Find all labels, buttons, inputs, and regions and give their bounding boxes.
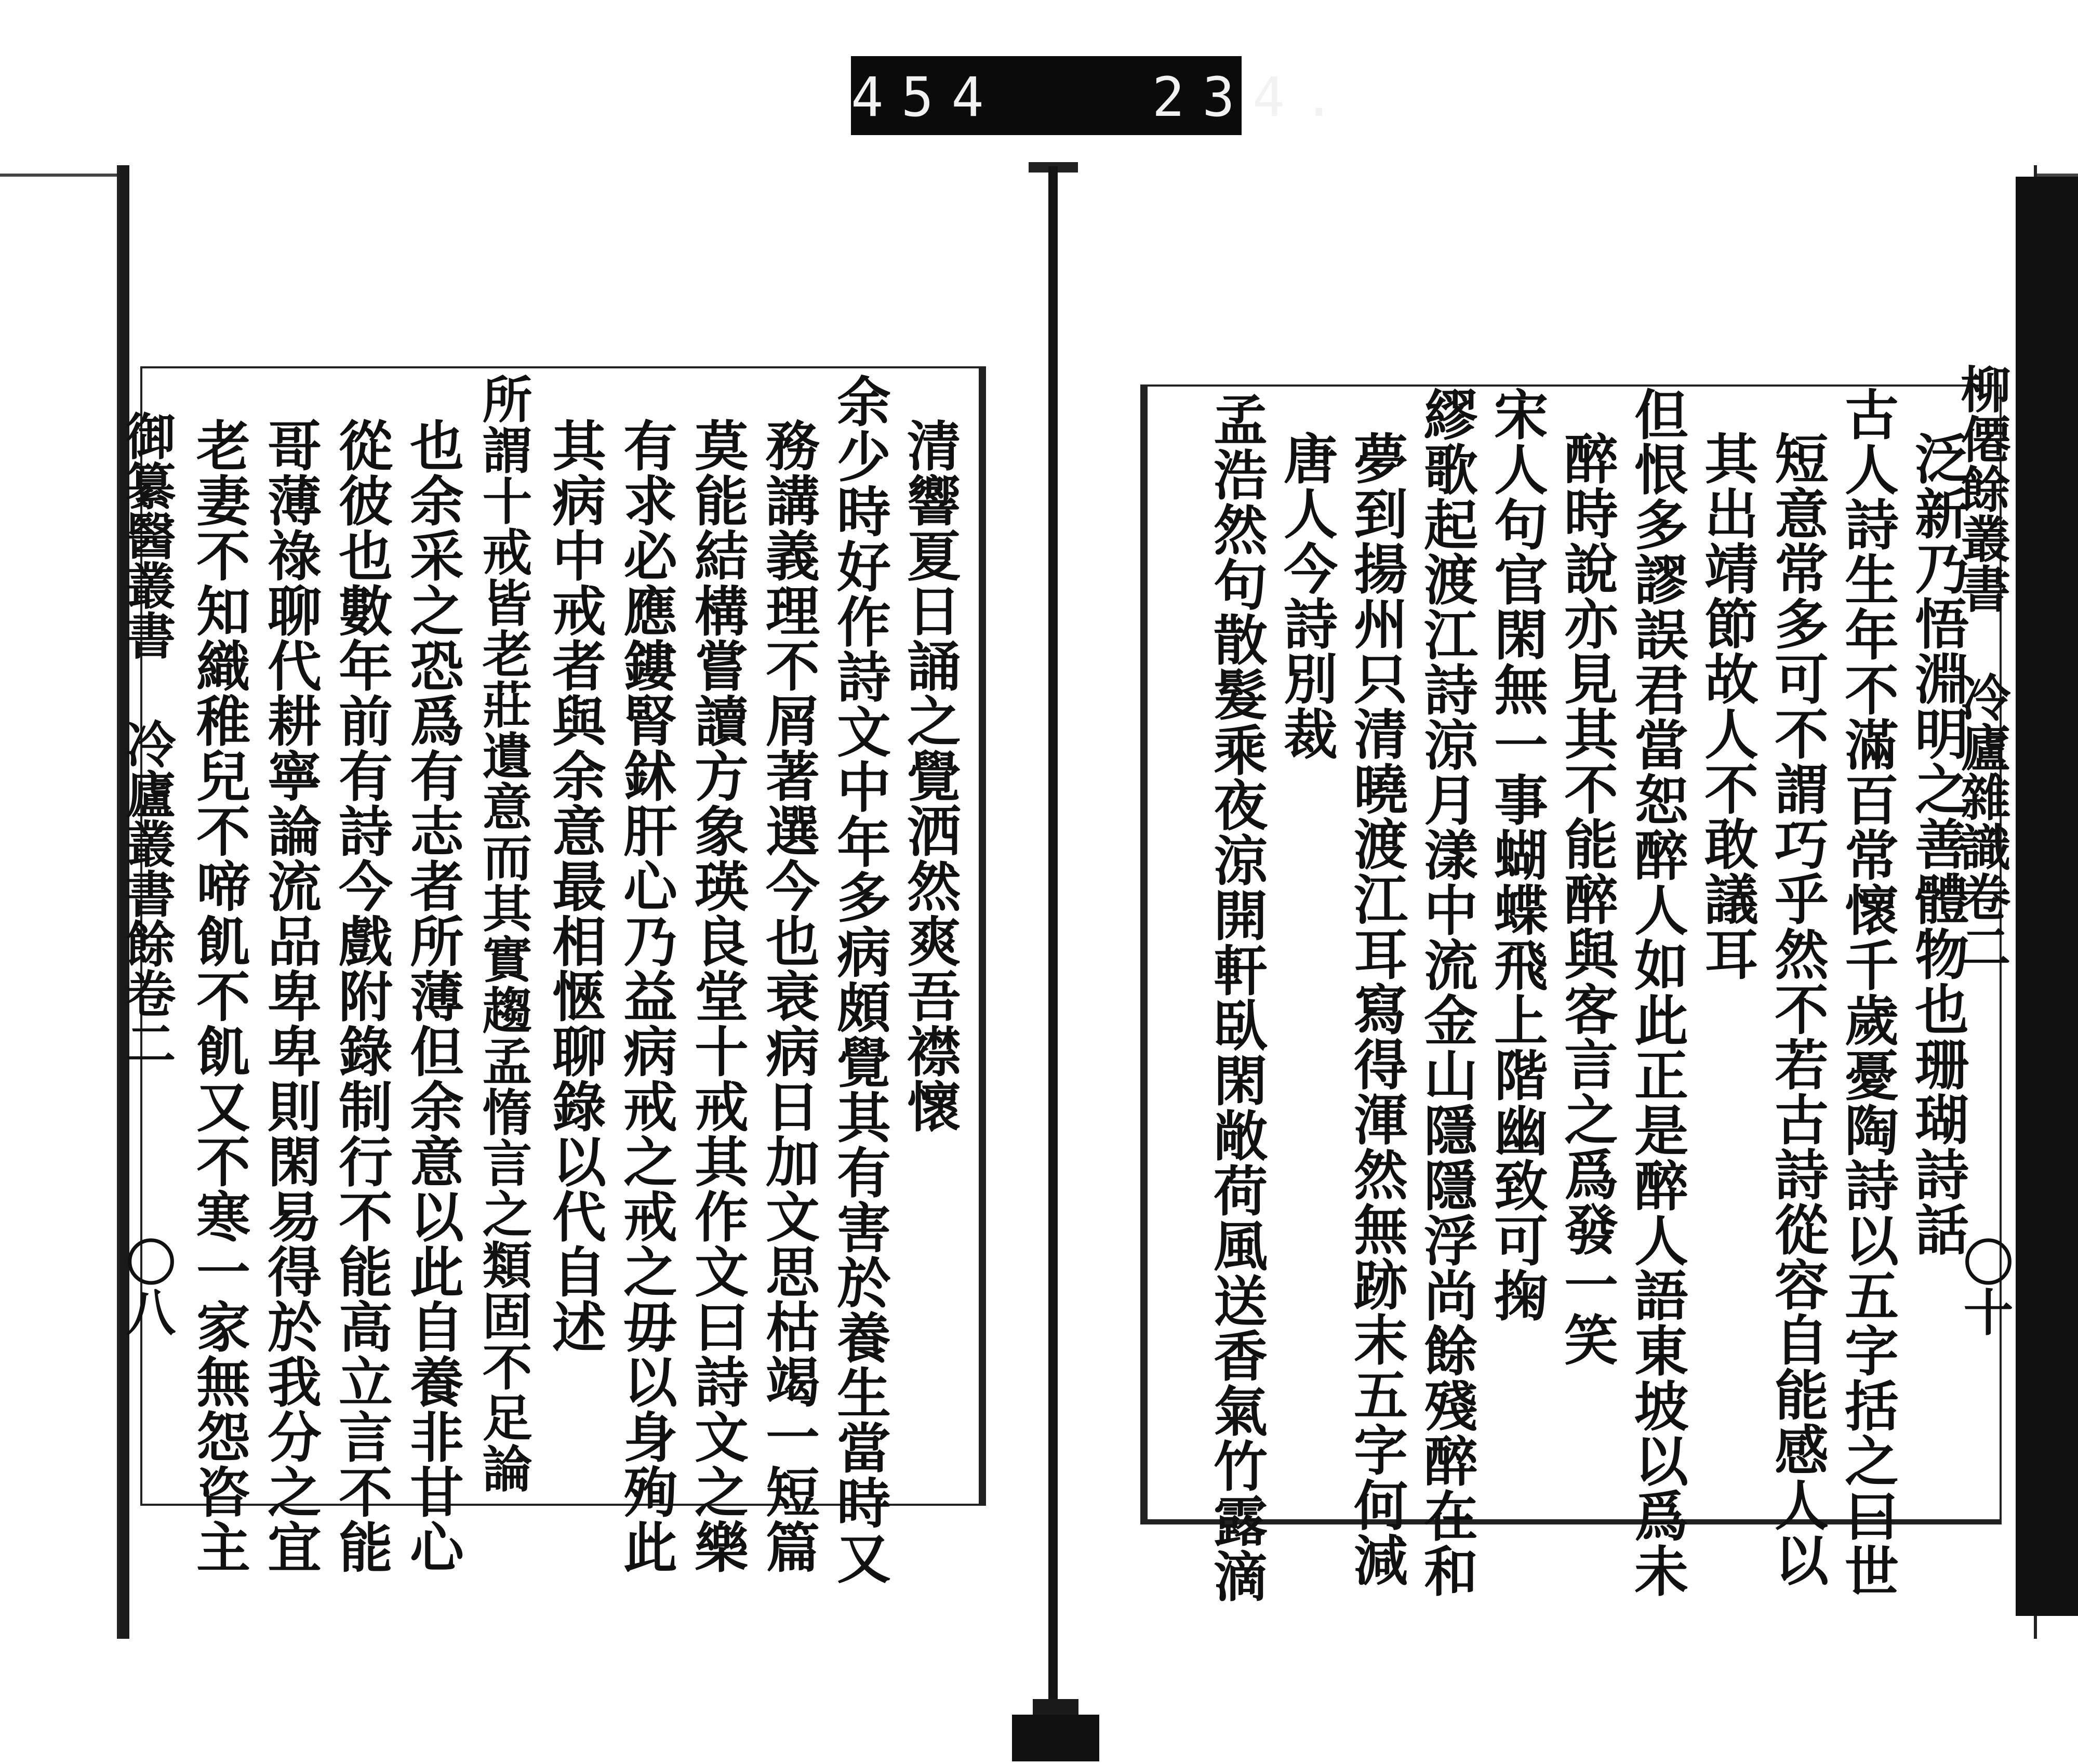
left-margin-title: 御纂醫叢書 冷廬叢書餘卷二 [118,410,177,1068]
right-column-3: 短意常多可不謂巧乎然不若古詩從容自能感人以 [1765,431,1829,1587]
left-column-3: 務講義理不屑著選今也衰病日加文思枯竭一短篇 [756,418,820,1574]
microfilm-frame-counter [851,56,1353,135]
left-folio: 〇八 [118,1237,177,1336]
left-column-7: 所謂十戒皆老莊遺意而其實趨孟惰言之類固不足論 [474,374,533,1494]
left-text-frame [140,366,986,1585]
frame-counter-text: 454 234. [851,65,1353,129]
right-column-8: 繆歌起渡江詩涼月漾中流金山隱隱浮尚餘殘醉在和 [1415,387,1478,1598]
right-edge-bar [2016,177,2078,1616]
right-column-10: 唐人今詩別裁 [1274,431,1338,761]
book-gutter-foot-base [1012,1715,1099,1761]
right-column-11: 孟浩然句散髮乘夜涼開軒臥閑敞荷風送香氣竹露滴 [1204,392,1268,1603]
right-column-1: 泛新乃悟淵明之善體物也珊瑚詩話 [1906,431,1969,1257]
left-column-1: 清響夏日誦之覺洒然爽吾襟懷 [898,418,962,1134]
left-column-9: 從彼也數年前有詩今戲附錄制行不能高立言不能 [329,418,393,1574]
left-column-8: 也余采之恐爲有志者所薄但余意以此自養非甘心 [401,418,464,1574]
left-column-5: 有求必應鏤腎鉥肝心乃益病戒之戒之毋以身殉此 [614,418,678,1574]
right-text-frame [1140,384,2002,1603]
left-column-6: 其病中戒者與余意最相愜聊錄以代自述 [543,418,607,1354]
left-column-10: 哥薄祿聊代耕寧論流品卑卑則閑易得於我分之宜 [258,418,322,1574]
right-column-7: 宋人句官閑無一事蝴蝶飛上階幽致可掬 [1485,387,1549,1323]
top-rule-left [0,174,117,177]
right-folio: 〇十 [1955,1237,2014,1336]
book-gutter [1048,166,1058,1715]
right-column-5: 但恨多謬誤君當恕醉人如此正是醉人語東坡以爲未 [1625,387,1689,1598]
left-column-4: 莫能結構嘗讀方象瑛良堂十戒其作文曰詩文之樂 [685,418,749,1574]
right-margin-title: 柳僊餘叢書 冷廬雜識卷二 [1953,364,2012,971]
right-column-9: 夢到揚州只清曉渡江耳寫得渾然無跡末五字何減 [1344,431,1408,1587]
left-column-11: 老妻不知織稚兒不啼飢不飢又不寒一家無怨咨主 [187,418,251,1574]
right-column-4: 其出靖節故人不敢議耳 [1695,431,1759,982]
left-column-2: 余少時好作詩文中年多病頗覺其有害於養生當時又 [828,374,891,1585]
right-column-6: 醉時說亦見其不能醉與客言之爲發一笑 [1555,431,1619,1367]
right-column-2: 古人詩生年不滿百常懷千歲憂陶詩以五字括之曰世 [1835,387,1899,1598]
